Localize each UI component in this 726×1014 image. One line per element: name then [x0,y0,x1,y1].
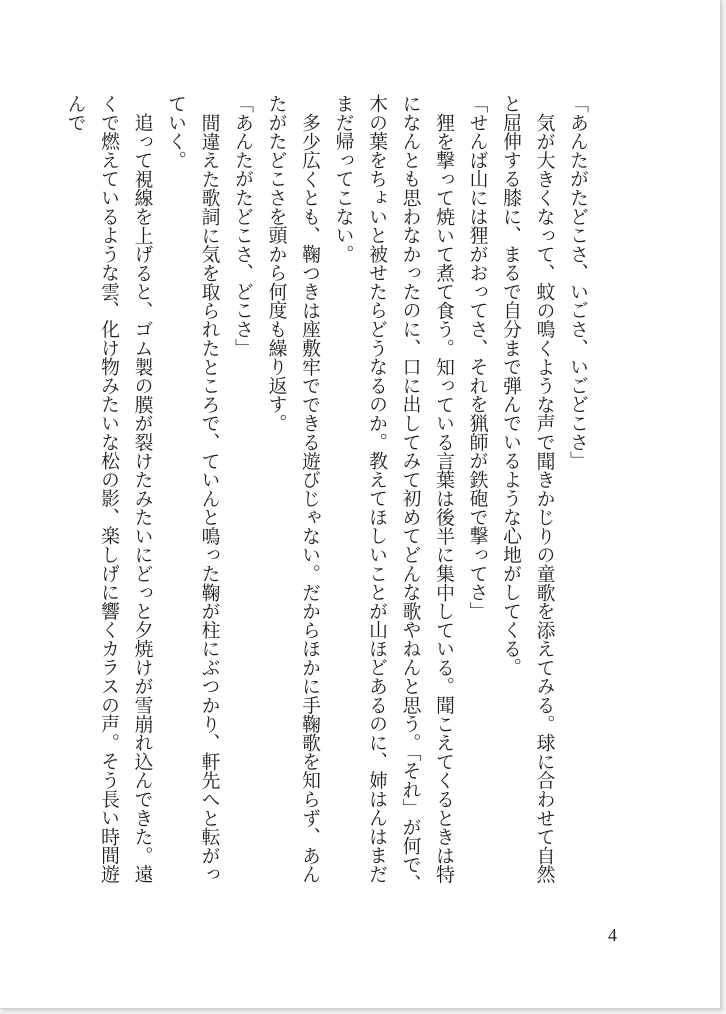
paragraph-8: 追って視線を上げると、ゴム製の膜が裂けたみたいにどっと夕焼けが雪崩れ込んできた。遠くで燃えているような雲、化け物みたいな松の影、楽しげに響くカラスの声。そう長い時間遊んで [64,94,153,884]
paragraph-dialogue-1: 「あんたがたどこさ、いごさ、いごどこさ」 [567,94,588,470]
paragraph-2: 気が大きくなって、蚊の鳴くような声で聞きかじりの童歌を添えてみる。球に合わせて自然と屈伸する膝に、まるで自分まで弾んでいるような心地がしてくる。 [500,94,555,884]
body-text [64,94,594,894]
page-number: 4 [608,925,617,945]
paragraph-dialogue-3: 「せんば山には狸がおってさ、それを猟師が鉄砲で撃ってさ」 [466,94,488,621]
paragraph-5: 多少広くとも、鞠つきは座敷牢でできる遊びじゃない。だからほかに手鞠歌を知らず、あんたがたどこさを頭から何度も繰り返す。 [265,94,320,884]
paragraph-4: 狸を撃って焼いて煮て食う。知っている言葉は後半に集中している。聞こえてくるときは特になんとも思わなかったのに、口に出してみて初めてどんな歌やねんと思う。「それ」が何で、木の葉をちょいと被せたらどうなるのか。教えてほしいことが山ほどあるのに、姉はんはまだまだ帰ってこない。 [332,94,454,893]
paragraph-dialogue-6: 「あんたがたどこさ、どこさ」 [232,94,253,358]
paragraph-7: 間違えた歌詞に気を取られたところで、ていんと鳴った鞠が柱にぶつかり、軒先へと転がっていく。 [165,94,220,884]
